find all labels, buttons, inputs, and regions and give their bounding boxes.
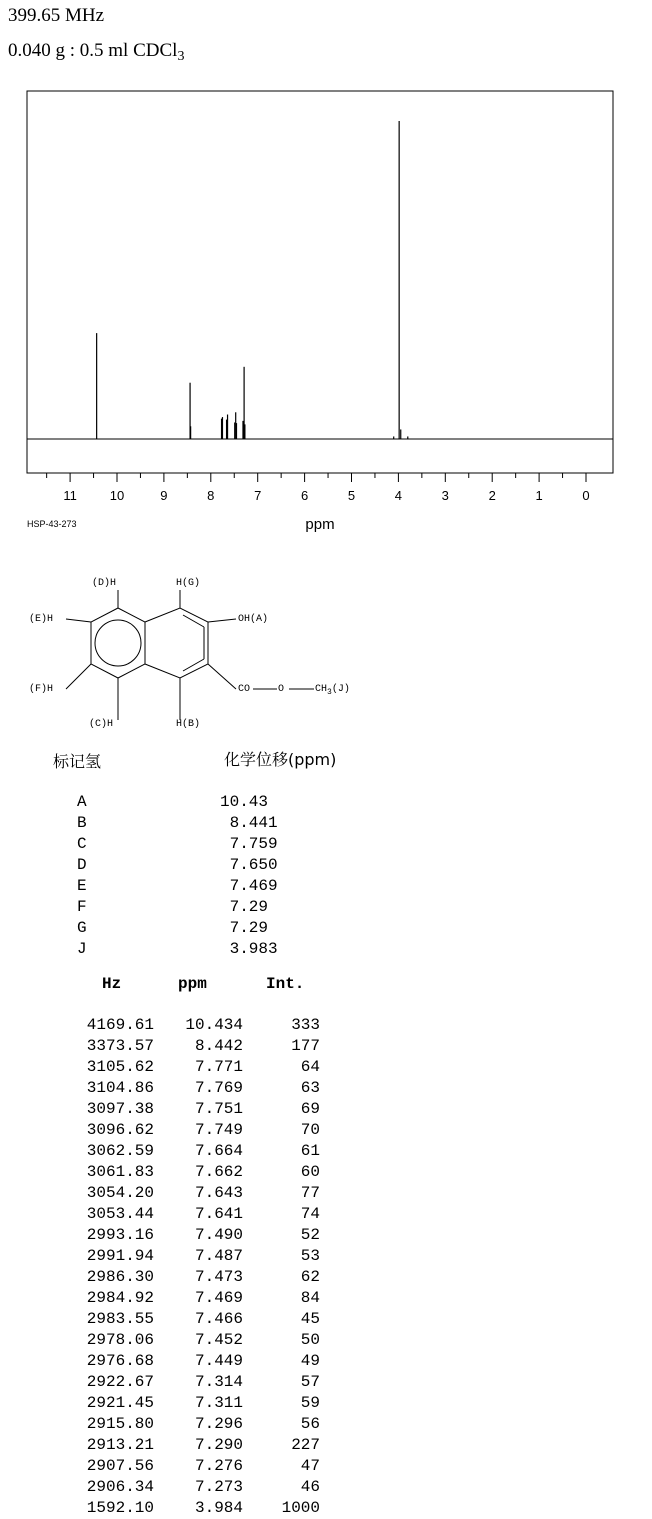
- peak-ppm: 7.452: [194, 1331, 243, 1349]
- spectrometer-frequency: 399.65 MHz: [8, 5, 105, 26]
- peak-hz: 3096.62: [86, 1121, 154, 1139]
- peak-int: 64: [300, 1058, 320, 1076]
- x-tick-label: 2: [488, 488, 496, 503]
- peak-int: 47: [300, 1457, 320, 1475]
- assignment-label: D: [77, 856, 87, 874]
- peak-hz: 3062.59: [86, 1142, 154, 1160]
- label-A: OH(A): [238, 614, 269, 625]
- label-F: (F)H: [29, 684, 54, 695]
- sample-subscript: 3: [177, 49, 185, 64]
- peak-int: 227: [291, 1436, 320, 1454]
- peak-ppm: 3.984: [194, 1499, 243, 1517]
- peak-hz: 2978.06: [86, 1331, 154, 1349]
- peak-ppm: 8.442: [194, 1037, 243, 1055]
- peak-hz: 3061.83: [86, 1163, 154, 1181]
- peak-header-hz: Hz: [102, 975, 122, 993]
- peak-ppm: 7.473: [194, 1268, 243, 1286]
- peak-hz: 2913.21: [86, 1436, 154, 1454]
- peak-ppm: 7.466: [194, 1310, 243, 1328]
- x-tick-label: 3: [441, 488, 449, 503]
- assignment-label: J: [77, 940, 87, 958]
- peak-int: 84: [300, 1289, 320, 1307]
- assignment-shift: 7.469: [220, 877, 278, 895]
- peak-int: 62: [300, 1268, 320, 1286]
- peak-ppm: 7.276: [194, 1457, 243, 1475]
- peak-ppm: 7.311: [194, 1394, 243, 1412]
- label-C: (C)H: [89, 719, 114, 730]
- assignment-header-label: 标记氢: [53, 752, 102, 771]
- peak-ppm: 7.749: [194, 1121, 243, 1139]
- x-tick-label: 11: [63, 488, 77, 503]
- peak-ppm: 7.273: [194, 1478, 243, 1496]
- peak-hz: 4169.61: [86, 1016, 154, 1034]
- x-tick-label: 1: [535, 488, 543, 503]
- peak-ppm: 10.434: [185, 1016, 243, 1034]
- assignment-shift: 7.29: [220, 898, 269, 916]
- peak-int: 59: [300, 1394, 320, 1412]
- bond-OH: [208, 619, 236, 622]
- peak-hz: 2986.30: [86, 1268, 154, 1286]
- plot-frame: [27, 91, 613, 473]
- peak-ppm: 7.296: [194, 1415, 243, 1433]
- peak-ppm: 7.751: [194, 1100, 243, 1118]
- sample-text: 0.040 g : 0.5 ml CDCl: [8, 40, 178, 61]
- label-3: 3: [327, 688, 332, 697]
- peak-int: 69: [300, 1100, 320, 1118]
- label-J: (J): [331, 684, 350, 695]
- peak-hz: 3054.20: [86, 1184, 154, 1202]
- peak-int: 177: [291, 1037, 320, 1055]
- peak-hz: 2921.45: [86, 1394, 154, 1412]
- bond-E: [66, 619, 91, 622]
- peak-int: 61: [300, 1142, 320, 1160]
- double-bond-3: [183, 659, 204, 671]
- peak-ppm: 7.771: [194, 1058, 243, 1076]
- peak-ppm: 7.449: [194, 1352, 243, 1370]
- x-tick-label: 10: [109, 488, 125, 503]
- label-CH: CH: [315, 684, 328, 695]
- peak-hz: 2915.80: [86, 1415, 154, 1433]
- peak-hz: 3105.62: [86, 1058, 154, 1076]
- peak-hz: 3373.57: [86, 1037, 154, 1055]
- peak-int: 52: [300, 1226, 320, 1244]
- assignment-label: G: [77, 919, 87, 937]
- assignment-label: E: [77, 877, 87, 895]
- peak-int: 45: [300, 1310, 320, 1328]
- peak-ppm: 7.662: [194, 1163, 243, 1181]
- peak-hz: 3053.44: [86, 1205, 154, 1223]
- label-G: H(G): [176, 578, 201, 589]
- peak-ppm: 7.469: [194, 1289, 243, 1307]
- peak-int: 50: [300, 1331, 320, 1349]
- peak-hz: 3104.86: [86, 1079, 154, 1097]
- x-axis-label: ppm: [305, 516, 335, 533]
- nmr-spectrum-chart: [0, 0, 652, 545]
- assignment-shift: 3.983: [220, 940, 278, 958]
- peak-ppm: 7.314: [194, 1373, 243, 1391]
- peak-ppm: 7.487: [194, 1247, 243, 1265]
- assignment-shift: 7.29: [220, 919, 269, 937]
- double-bond-1: [183, 615, 204, 627]
- peak-int: 77: [300, 1184, 320, 1202]
- peak-ppm: 7.290: [194, 1436, 243, 1454]
- assignment-shift: 7.759: [220, 835, 278, 853]
- assignment-shift: 10.43: [220, 793, 269, 811]
- peak-hz: 2976.68: [86, 1352, 154, 1370]
- peak-int: 60: [300, 1163, 320, 1181]
- x-tick-label: 4: [394, 488, 403, 503]
- peak-hz: 2907.56: [86, 1457, 154, 1475]
- assignment-label: A: [77, 793, 87, 811]
- peak-hz: 2984.92: [86, 1289, 154, 1307]
- peak-int: 49: [300, 1352, 320, 1370]
- peak-hz: 2983.55: [86, 1310, 154, 1328]
- peak-int: 56: [300, 1415, 320, 1433]
- assignment-shift: 7.650: [220, 856, 278, 874]
- peak-ppm: 7.490: [194, 1226, 243, 1244]
- peak-ppm: 7.643: [194, 1184, 243, 1202]
- peak-int: 1000: [281, 1499, 320, 1517]
- assignment-label: B: [77, 814, 87, 832]
- peak-hz: 2991.94: [86, 1247, 154, 1265]
- peak-int: 333: [291, 1016, 320, 1034]
- label-E: (E)H: [29, 614, 54, 625]
- right-ring: [145, 608, 208, 678]
- peak-int: 74: [300, 1205, 320, 1223]
- label-D: (D)H: [92, 578, 117, 589]
- peak-hz: 3097.38: [86, 1100, 154, 1118]
- peak-hz: 2993.16: [86, 1226, 154, 1244]
- x-tick-label: 8: [207, 488, 215, 503]
- spectrum-code: HSP-43-273: [27, 519, 77, 529]
- peak-ppm: 7.641: [194, 1205, 243, 1223]
- assignment-label: C: [77, 835, 87, 853]
- label-CO: CO: [238, 684, 251, 695]
- peak-header-ppm: ppm: [178, 975, 207, 993]
- assignment-header-shift: 化学位移(ppm): [224, 750, 337, 769]
- peak-header-int: Int.: [266, 975, 305, 993]
- peak-hz: 2922.67: [86, 1373, 154, 1391]
- peak-int: 70: [300, 1121, 320, 1139]
- peak-ppm: 7.769: [194, 1079, 243, 1097]
- assignment-shift: 8.441: [220, 814, 278, 832]
- peak-int: 57: [300, 1373, 320, 1391]
- bond-F: [66, 664, 91, 689]
- label-O: O: [278, 684, 285, 695]
- x-tick-label: 7: [254, 488, 262, 503]
- peak-hz: 1592.10: [86, 1499, 154, 1517]
- peak-int: 46: [300, 1478, 320, 1496]
- x-tick-label: 5: [347, 488, 356, 503]
- x-tick-label: 0: [582, 488, 590, 503]
- peak-int: 53: [300, 1247, 320, 1265]
- peak-group: [97, 121, 408, 439]
- peak-hz: 2906.34: [86, 1478, 154, 1496]
- x-tick-label: 9: [160, 488, 168, 503]
- x-tick-label: 6: [300, 488, 309, 503]
- bond-CO: [208, 664, 236, 689]
- peak-int: 63: [300, 1079, 320, 1097]
- peak-ppm: 7.664: [194, 1142, 243, 1160]
- label-B: H(B): [176, 719, 201, 730]
- assignment-label: F: [77, 898, 87, 916]
- left-ring: [91, 608, 145, 678]
- left-ring-aromatic: [95, 620, 141, 666]
- label-CH3: [315, 684, 350, 695]
- axis-ticks: [47, 473, 590, 503]
